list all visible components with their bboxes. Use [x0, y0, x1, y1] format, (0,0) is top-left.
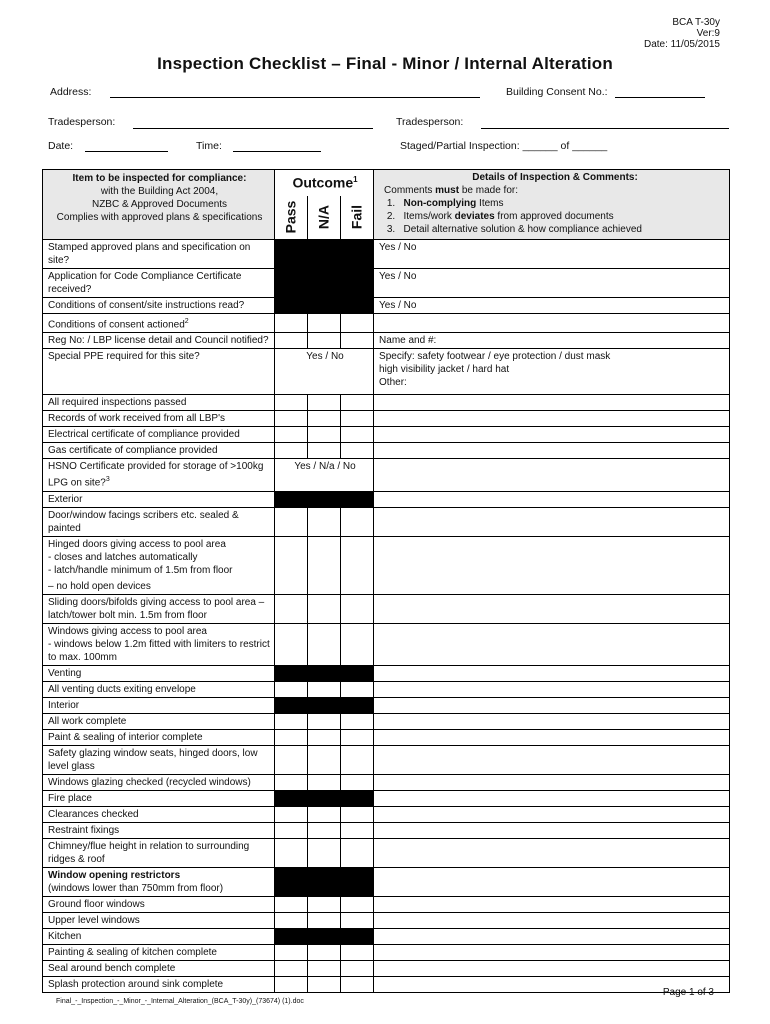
table-row: [43, 427, 730, 443]
table-row: [43, 623, 730, 665]
item-header-line-4: Complies with approved plans & specifications: [56, 212, 263, 223]
address-field[interactable]: [110, 97, 480, 98]
na-cell: [308, 298, 341, 314]
fail-cell[interactable]: [341, 623, 374, 665]
row-item: All venting ducts exiting envelope: [43, 681, 275, 697]
row-comment[interactable]: [374, 729, 730, 745]
fail-column-header: [341, 196, 374, 240]
footnote-ref: 2: [184, 318, 189, 325]
building-consent-field[interactable]: [615, 97, 705, 98]
pass-cell[interactable]: [275, 333, 308, 349]
section-heading: Kitchen: [43, 928, 275, 944]
form-date: Date: 11/05/2015: [644, 39, 720, 50]
na-cell: [308, 928, 341, 944]
fail-cell: [341, 697, 374, 713]
details-intro-c: be made for:: [459, 185, 518, 196]
tradesperson-field-2[interactable]: [481, 128, 729, 129]
pass-cell[interactable]: [275, 896, 308, 912]
na-cell[interactable]: [308, 427, 341, 443]
row-comment[interactable]: [374, 507, 730, 536]
row-comment[interactable]: [374, 459, 730, 491]
details-2-num: 2.: [386, 211, 396, 222]
row-item: [43, 459, 275, 491]
na-cell[interactable]: [308, 944, 341, 960]
row-comment[interactable]: [374, 774, 730, 790]
time-field[interactable]: [233, 151, 321, 152]
table-row: [43, 507, 730, 536]
fail-cell[interactable]: [341, 333, 374, 349]
row-comment[interactable]: [374, 349, 730, 395]
ppe-other: Other:: [379, 377, 407, 389]
row-item: Chimney/flue height in relation to surrounding ridges & roof: [43, 838, 275, 867]
row-outcome[interactable]: Yes / No: [275, 349, 374, 395]
section-heading: Interior: [43, 697, 275, 713]
row-comment[interactable]: [374, 411, 730, 427]
document-meta: [644, 17, 720, 50]
page-number: Page 1 of 3: [662, 987, 714, 998]
na-cell: [308, 240, 341, 269]
row-item: Application for Code Compliance Certificate received?: [43, 269, 275, 298]
time-label: Time:: [196, 140, 222, 152]
pass-cell: [275, 240, 308, 269]
fail-cell[interactable]: [341, 806, 374, 822]
table-row: [43, 349, 730, 395]
pass-cell[interactable]: [275, 976, 308, 992]
na-cell[interactable]: [308, 838, 341, 867]
table-row: [43, 944, 730, 960]
na-cell: [308, 269, 341, 298]
pass-cell[interactable]: [275, 314, 308, 333]
ppe-options-1: Specify: safety footwear / eye protection / dust mask: [379, 351, 611, 363]
row-item: Conditions of consent/site instructions read?: [43, 298, 275, 314]
table-row: [43, 976, 730, 992]
row-comment[interactable]: Yes / No: [374, 298, 730, 314]
item-header-line-1: Item to be inspected for compliance:: [72, 173, 247, 184]
details-3-num: 3.: [386, 224, 396, 235]
fail-label: Fail: [348, 205, 365, 230]
table-row: [43, 774, 730, 790]
na-cell[interactable]: [308, 507, 341, 536]
row-comment[interactable]: [374, 443, 730, 459]
details-3: Detail alternative solution & how compliance achieved: [403, 224, 642, 235]
item-header-line-3: NZBC & Approved Documents: [91, 199, 228, 210]
na-cell: [308, 790, 341, 806]
fail-cell[interactable]: [341, 443, 374, 459]
fail-cell[interactable]: [341, 427, 374, 443]
fail-cell[interactable]: [341, 314, 374, 333]
row-item: Clearances checked: [43, 806, 275, 822]
na-cell[interactable]: [308, 806, 341, 822]
row-item: All required inspections passed: [43, 395, 275, 411]
row-item: Windows glazing checked (recycled windows): [43, 774, 275, 790]
row-comment[interactable]: [374, 681, 730, 697]
row-item: All work complete: [43, 713, 275, 729]
row-item: Upper level windows: [43, 912, 275, 928]
outcome-header: [275, 170, 374, 196]
row-item: [43, 314, 275, 333]
row-comment: [374, 928, 730, 944]
fail-cell[interactable]: [341, 774, 374, 790]
pass-cell: [275, 298, 308, 314]
pass-cell[interactable]: [275, 427, 308, 443]
fail-cell[interactable]: [341, 729, 374, 745]
pass-cell: [275, 665, 308, 681]
table-row: [43, 822, 730, 838]
fail-cell: [341, 269, 374, 298]
row-comment[interactable]: [374, 745, 730, 774]
na-cell[interactable]: [308, 314, 341, 333]
row-item: Seal around bench complete: [43, 960, 275, 976]
row-item: Painting & sealing of kitchen complete: [43, 944, 275, 960]
form-version: Ver:9: [696, 28, 720, 39]
row-comment: [374, 697, 730, 713]
na-cell[interactable]: [308, 443, 341, 459]
row-item: Safety glazing window seats, hinged doors, low level glass: [43, 745, 275, 774]
na-cell: [308, 867, 341, 896]
footnote-ref: 3: [105, 476, 110, 484]
row-comment[interactable]: Name and #:: [374, 333, 730, 349]
table-row: [43, 314, 730, 333]
date-field[interactable]: [85, 151, 168, 152]
pass-cell[interactable]: [275, 822, 308, 838]
table-row: [43, 269, 730, 298]
fail-cell[interactable]: [341, 838, 374, 867]
pass-cell[interactable]: [275, 838, 308, 867]
pass-cell[interactable]: [275, 681, 308, 697]
na-column-header: [308, 196, 341, 240]
pass-cell: [275, 928, 308, 944]
fail-cell[interactable]: [341, 507, 374, 536]
fail-cell[interactable]: [341, 395, 374, 411]
fail-cell[interactable]: [341, 681, 374, 697]
pass-label: Pass: [282, 200, 299, 234]
staged-inspection-label: Staged/Partial Inspection: ______ of ______: [400, 140, 608, 152]
row-item-line: - latch/handle minimum of 1.5m from floor: [48, 564, 233, 576]
row-outcome[interactable]: Yes / N/a / No: [275, 459, 374, 491]
table-row: [43, 681, 730, 697]
table-row: [43, 536, 730, 594]
row-comment: [374, 790, 730, 806]
section-subheading: (windows lower than 750mm from floor): [48, 882, 224, 894]
row-item: Ground floor windows: [43, 896, 275, 912]
row-comment[interactable]: [374, 314, 730, 333]
na-cell[interactable]: [308, 333, 341, 349]
row-comment[interactable]: [374, 822, 730, 838]
row-item: [43, 623, 275, 665]
na-cell[interactable]: [308, 411, 341, 427]
na-cell[interactable]: [308, 745, 341, 774]
building-consent-label: Building Consent No.:: [506, 86, 608, 98]
row-item-line: Windows giving access to pool area: [48, 625, 207, 637]
row-comment[interactable]: [374, 944, 730, 960]
pass-cell[interactable]: [275, 774, 308, 790]
pass-cell: [275, 697, 308, 713]
na-cell: [308, 665, 341, 681]
na-cell[interactable]: [308, 623, 341, 665]
outcome-footnote: 1: [353, 175, 358, 184]
fail-cell[interactable]: [341, 976, 374, 992]
details-2a: Items/work: [403, 211, 455, 222]
table-row: [43, 443, 730, 459]
row-item-line: - closes and latches automatically: [48, 551, 198, 563]
section-row-fireplace: [43, 790, 730, 806]
row-comment[interactable]: Yes / No: [374, 269, 730, 298]
table-row: [43, 298, 730, 314]
pass-cell[interactable]: [275, 395, 308, 411]
row-comment[interactable]: [374, 623, 730, 665]
fail-cell[interactable]: [341, 411, 374, 427]
outcome-label: Outcome: [292, 174, 354, 191]
na-cell[interactable]: [308, 976, 341, 992]
item-column-header: [43, 170, 275, 240]
row-comment: [374, 665, 730, 681]
inspection-checklist-table: [42, 169, 730, 993]
pass-cell[interactable]: [275, 594, 308, 623]
row-comment[interactable]: [374, 960, 730, 976]
tradesperson-label-2: Tradesperson:: [396, 116, 464, 128]
fail-cell[interactable]: [341, 713, 374, 729]
row-item: Door/window facings scribers etc. sealed & painted: [43, 507, 275, 536]
na-cell: [308, 491, 341, 507]
details-1b: Items: [476, 198, 504, 209]
row-item: Sliding doors/bifolds giving access to pool area – latch/tower bolt min. 1.5m from floor: [43, 594, 275, 623]
fail-cell: [341, 240, 374, 269]
fail-cell[interactable]: [341, 912, 374, 928]
pass-cell: [275, 867, 308, 896]
row-comment[interactable]: [374, 536, 730, 594]
fail-cell: [341, 867, 374, 896]
section-heading: Exterior: [43, 491, 275, 507]
row-comment[interactable]: [374, 838, 730, 867]
row-item-line: – no hold open devices: [48, 580, 151, 592]
table-row: [43, 459, 730, 491]
section-row-exterior: [43, 491, 730, 507]
na-cell[interactable]: [308, 822, 341, 838]
table-row: [43, 806, 730, 822]
row-comment: [374, 867, 730, 896]
row-comment[interactable]: [374, 395, 730, 411]
section-row-interior: [43, 697, 730, 713]
na-label: N/A: [315, 205, 332, 230]
table-row: [43, 896, 730, 912]
fail-cell: [341, 928, 374, 944]
section-heading-text: Window opening restrictors: [48, 869, 181, 881]
form-code: BCA T-30y: [672, 17, 720, 28]
table-row: [43, 411, 730, 427]
table-row: [43, 240, 730, 269]
section-row-venting: [43, 665, 730, 681]
section-heading: Fire place: [43, 790, 275, 806]
fail-cell[interactable]: [341, 745, 374, 774]
row-item: [43, 536, 275, 594]
row-comment[interactable]: [374, 806, 730, 822]
row-item-text: HSNO Certificate provided for storage of >100kg LPG on site?: [48, 461, 264, 489]
details-1-num: 1.: [386, 198, 396, 209]
item-header-line-2: with the Building Act 2004,: [100, 186, 219, 197]
pass-cell[interactable]: [275, 713, 308, 729]
address-label: Address:: [50, 86, 92, 98]
table-row: [43, 333, 730, 349]
fail-cell: [341, 491, 374, 507]
fail-cell: [341, 298, 374, 314]
fail-cell: [341, 665, 374, 681]
na-cell[interactable]: [308, 960, 341, 976]
date-label: Date:: [48, 140, 74, 152]
pass-cell[interactable]: [275, 912, 308, 928]
page-title: Inspection Checklist – Final - Minor / Internal Alteration: [157, 54, 613, 73]
na-cell[interactable]: [308, 594, 341, 623]
row-item: Stamped approved plans and specification on site?: [43, 240, 275, 269]
fail-cell: [341, 790, 374, 806]
pass-cell[interactable]: [275, 729, 308, 745]
row-item: Paint & sealing of interior complete: [43, 729, 275, 745]
table-row: [43, 960, 730, 976]
na-cell[interactable]: [308, 713, 341, 729]
details-2c: from approved documents: [494, 211, 614, 222]
table-row: [43, 838, 730, 867]
na-cell[interactable]: [308, 774, 341, 790]
row-item: Splash protection around sink complete: [43, 976, 275, 992]
table-row: [43, 395, 730, 411]
row-item-line: Hinged doors giving access to pool area: [48, 538, 226, 550]
row-item: Gas certificate of compliance provided: [43, 443, 275, 459]
section-heading: Venting: [43, 665, 275, 681]
row-item-text: Conditions of consent actioned: [48, 319, 185, 331]
details-intro-a: Comments: [384, 185, 436, 196]
fail-cell[interactable]: [341, 822, 374, 838]
table-row: [43, 745, 730, 774]
table-row: [43, 594, 730, 623]
row-item-line: - windows below 1.2m fitted with limiters to restrict to max. 100mm: [48, 638, 270, 663]
section-row-window-restrictors: [43, 867, 730, 896]
details-1: Non-complying: [403, 198, 477, 209]
row-comment: [374, 491, 730, 507]
pass-cell[interactable]: [275, 806, 308, 822]
table-row: [43, 713, 730, 729]
fail-cell[interactable]: [341, 960, 374, 976]
row-comment[interactable]: Yes / No: [374, 240, 730, 269]
details-intro-b: must: [435, 185, 460, 196]
details-2b: deviates: [454, 211, 495, 222]
ppe-options-2: high visibility jacket / hard hat: [379, 364, 510, 376]
pass-cell[interactable]: [275, 745, 308, 774]
fail-cell[interactable]: [341, 594, 374, 623]
row-item: Special PPE required for this site?: [43, 349, 275, 395]
footer-filename: Final_-_Inspection_-_Minor_-_Internal_Alteration_(BCA_T-30y)_(73674) (1).doc: [56, 998, 304, 1005]
pass-cell: [275, 491, 308, 507]
tradesperson-field-1[interactable]: [133, 128, 373, 129]
pass-cell[interactable]: [275, 411, 308, 427]
table-row: [43, 912, 730, 928]
pass-cell: [275, 269, 308, 298]
na-cell[interactable]: [308, 729, 341, 745]
row-comment[interactable]: [374, 713, 730, 729]
row-item: Records of work received from all LBP's: [43, 411, 275, 427]
na-cell: [308, 697, 341, 713]
fail-cell[interactable]: [341, 896, 374, 912]
pass-column-header: [275, 196, 308, 240]
details-column-header: [374, 170, 730, 240]
section-heading: [43, 867, 275, 896]
na-cell[interactable]: [308, 896, 341, 912]
row-comment[interactable]: [374, 896, 730, 912]
row-item: Reg No: / LBP license detail and Council notified?: [43, 333, 275, 349]
fail-cell[interactable]: [341, 944, 374, 960]
details-title: Details of Inspection & Comments:: [472, 172, 638, 183]
fail-cell[interactable]: [341, 536, 374, 594]
na-cell[interactable]: [308, 912, 341, 928]
pass-cell[interactable]: [275, 507, 308, 536]
row-comment[interactable]: [374, 594, 730, 623]
section-row-kitchen: [43, 928, 730, 944]
na-cell[interactable]: [308, 536, 341, 594]
row-item: Restraint fixings: [43, 822, 275, 838]
pass-cell[interactable]: [275, 443, 308, 459]
row-comment[interactable]: [374, 912, 730, 928]
na-cell[interactable]: [308, 395, 341, 411]
pass-cell: [275, 790, 308, 806]
tradesperson-label-1: Tradesperson:: [48, 116, 116, 128]
row-comment[interactable]: [374, 427, 730, 443]
pass-cell[interactable]: [275, 944, 308, 960]
pass-cell[interactable]: [275, 536, 308, 594]
row-item: Electrical certificate of compliance provided: [43, 427, 275, 443]
pass-cell[interactable]: [275, 960, 308, 976]
pass-cell[interactable]: [275, 623, 308, 665]
na-cell[interactable]: [308, 681, 341, 697]
table-row: [43, 729, 730, 745]
